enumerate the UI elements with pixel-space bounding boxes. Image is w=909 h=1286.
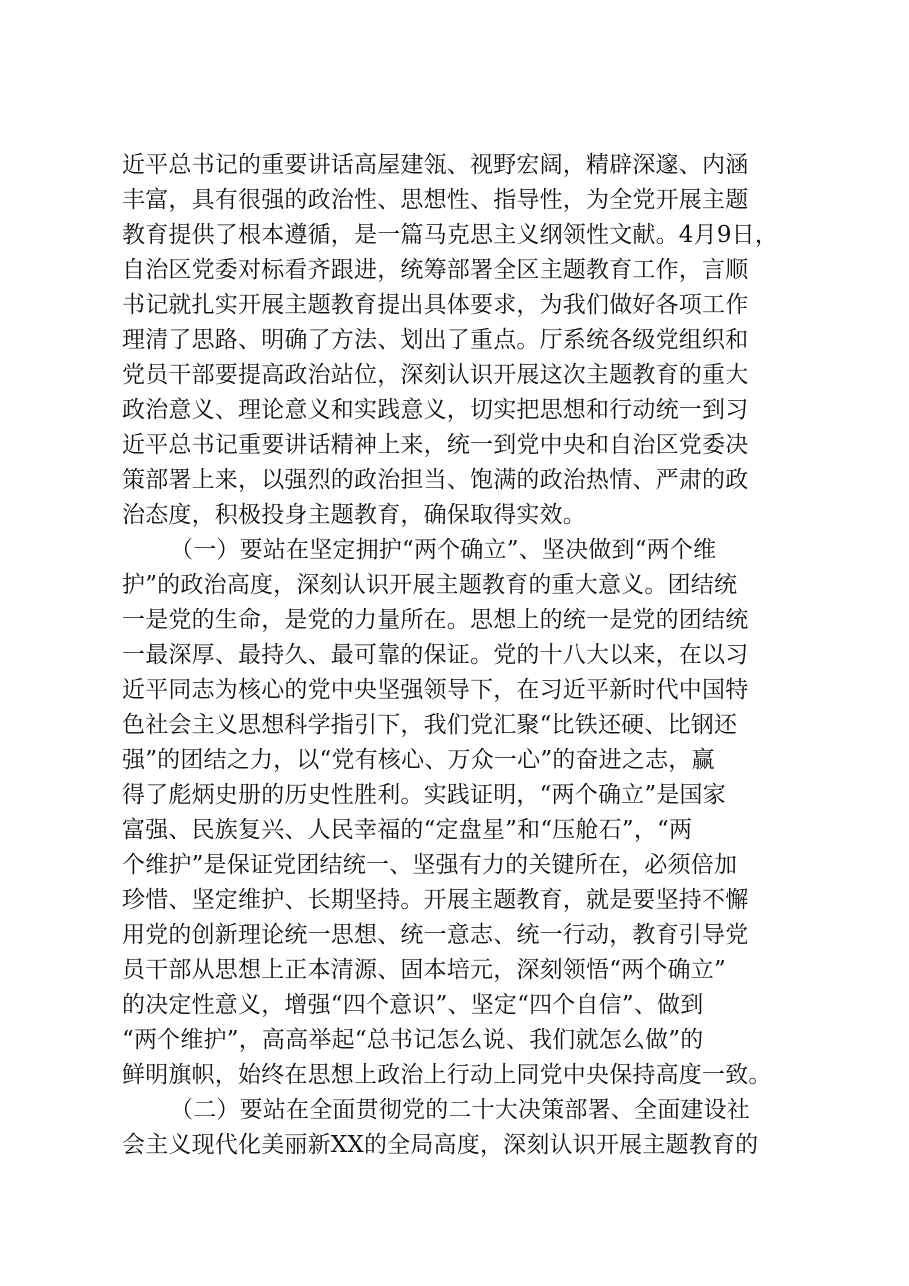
text-line: 珍惜、坚定维护、长期坚持。开展主题教育，就是要坚持不懈 <box>122 887 749 913</box>
text-line: “两个维护”，高高举起“总书记怎么说、我们就怎么做”的 <box>122 1027 704 1053</box>
text-line: 得了彪炳史册的历史性胜利。实践证明，“两个确立”是国家 <box>122 782 726 808</box>
text-line: 一是党的生命，是党的力量所在。思想上的统一是党的团结统 <box>122 607 749 633</box>
text-line: 的决定性意义，增强“四个意识”、坚定“四个自信”、做到 <box>122 992 704 1018</box>
text-line: 教育提供了根本遵循，是一篇马克思主义纲领性文献。4月9日， <box>122 222 779 248</box>
text-line: 近平同志为核心的党中央坚强领导下，在习近平新时代中国特 <box>122 677 749 703</box>
section-heading-line: （二）要站在全面贯彻党的二十大决策部署、全面建设社 <box>170 1097 750 1123</box>
text-line: 色社会主义思想科学指引下，我们党汇聚“比铁还硬、比钢还 <box>122 712 738 738</box>
text-line: 员干部从思想上正本清源、固本培元，深刻领悟“两个确立” <box>122 957 726 983</box>
text-line: 强”的团结之力，以“党有核心、万众一心”的奋进之志，赢 <box>122 747 715 773</box>
text-line: 个维护”是保证党团结统一、坚强有力的关键所在，必须倍加 <box>122 852 738 878</box>
text-line: 富强、民族复兴、人民幸福的“定盘星”和“压舱石”，“两 <box>122 817 693 843</box>
section-heading-line: （一）要站在坚定拥护“两个确立”、坚决做到“两个维 <box>170 537 717 563</box>
text-line: 自治区党委对标看齐跟进，统筹部署全区主题教育工作，言顺 <box>122 257 749 283</box>
text-line: 鲜明旗帜，始终在思想上政治上行动上同党中央保持高度一致。 <box>122 1062 772 1088</box>
text-line: 理清了思路、明确了方法、划出了重点。厅系统各级党组织和 <box>122 327 749 353</box>
text-line: 党员干部要提高政治站位，深刻认识开展这次主题教育的重大 <box>122 362 749 388</box>
text-line: 策部署上来，以强烈的政治担当、饱满的政治热情、严肃的政 <box>122 467 749 493</box>
text-line: 一最深厚、最持久、最可靠的保证。党的十八大以来，在以习 <box>122 642 749 668</box>
document-body <box>122 148 798 1163</box>
text-line: 护”的政治高度，深刻认识开展主题教育的重大意义。团结统 <box>122 572 738 598</box>
text-line: 会主义现代化美丽新XX的全局高度，深刻认识开展主题教育的 <box>122 1132 759 1158</box>
text-line: 书记就扎实开展主题教育提出具体要求，为我们做好各项工作 <box>122 292 749 318</box>
text-line: 用党的创新理论统一思想、统一意志、统一行动，教育引导党 <box>122 922 749 948</box>
text-line: 近平总书记的重要讲话高屋建瓴、视野宏阔，精辟深邃、内涵 <box>122 152 749 178</box>
text-line: 近平总书记重要讲话精神上来，统一到党中央和自治区党委决 <box>122 432 749 458</box>
text-line: 政治意义、理论意义和实践意义，切实把思想和行动统一到习 <box>122 397 749 423</box>
text-line: 丰富，具有很强的政治性、思想性、指导性，为全党开展主题 <box>122 187 749 213</box>
text-line: 治态度，积极投身主题教育，确保取得实效。 <box>122 502 586 528</box>
